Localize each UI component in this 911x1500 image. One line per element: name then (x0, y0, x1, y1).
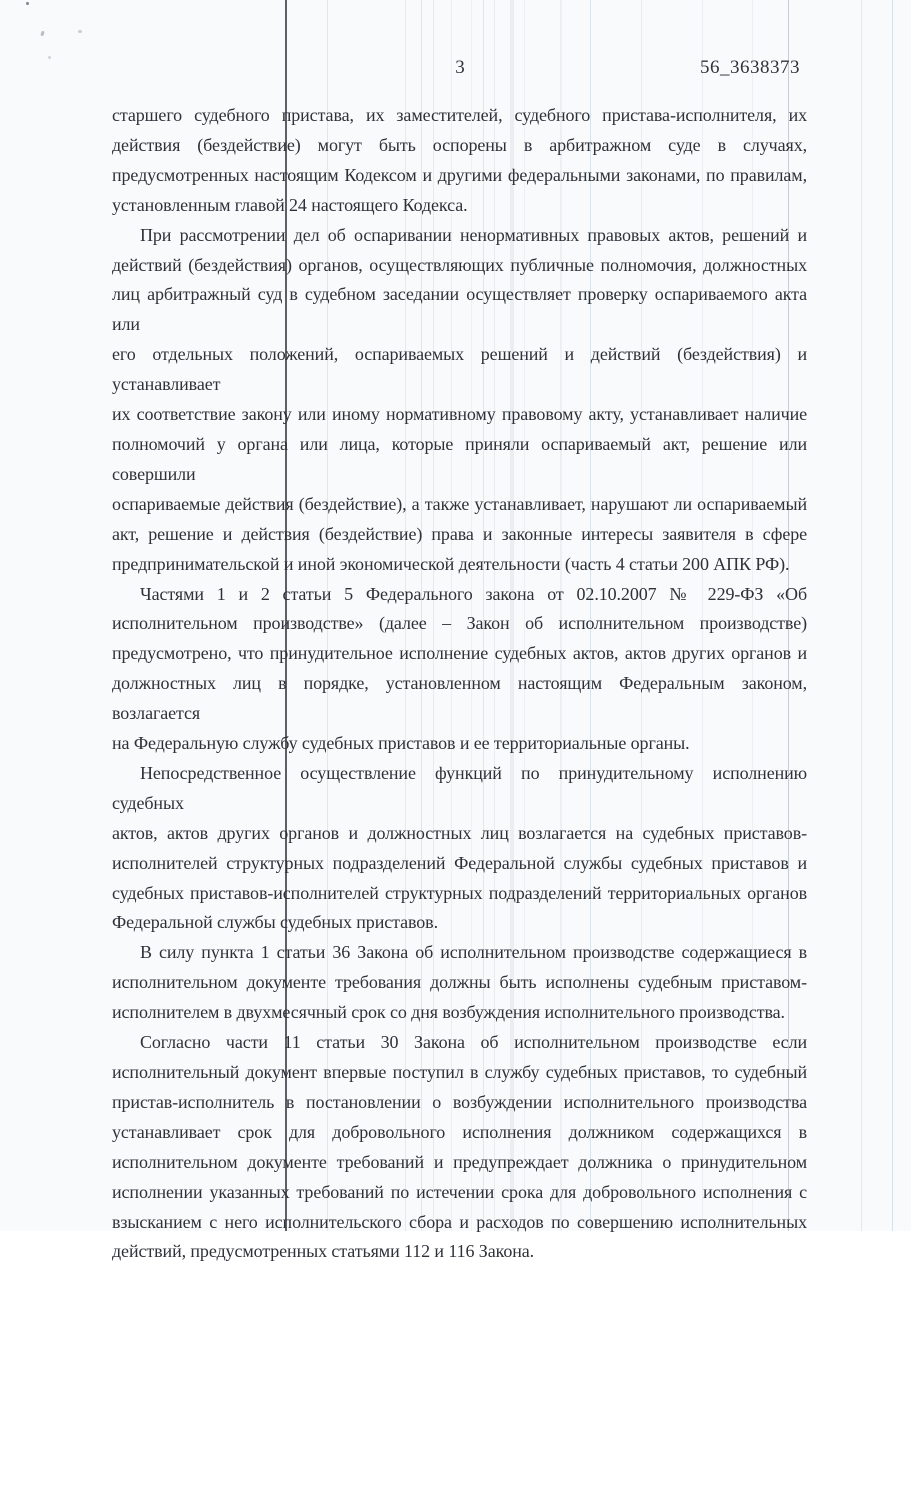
text-line: Федеральной службы судебных приставов. (112, 912, 438, 933)
scan-speck (78, 30, 82, 33)
text-line: установленным главой 24 настоящего Кодекса. (112, 194, 468, 215)
text-line: В силу пункта 1 статьи 36 Закона об исполнительном производстве содержащиеся в (140, 942, 807, 963)
text-line: Частями 1 и 2 статьи 5 Федерального закона от 02.10.2007 № 229-ФЗ «Об (140, 583, 807, 604)
scan-streak (861, 0, 862, 1231)
text-line: должностных лиц в порядке, установленном настоящим Федеральным законом, возлагается (112, 673, 807, 724)
text-line: на Федеральную службу судебных приставов и ее территориальные органы. (112, 733, 690, 754)
text-line: исполнителей структурных подразделений Федеральной службы судебных приставов и (112, 852, 807, 873)
text-line: лиц арбитражный суд в судебном заседании осуществляет проверку оспариваемого акта или (112, 284, 807, 335)
text-line: действий, предусмотренных статьями 112 и 116 Закона. (112, 1241, 535, 1262)
text-line: действия (бездействие) могут быть оспорены в арбитражном суде в случаях, (112, 134, 807, 155)
text-line: предусмотренных настоящим Кодексом и другими федеральными законами, по правилам, (112, 164, 807, 185)
text-line: оспариваемые действия (бездействие), а также устанавливает, нарушают ли оспариваемый (112, 493, 807, 514)
text-line: старшего судебного пристава, их заместителей, судебного пристава-исполнителя, их (112, 105, 807, 125)
text-line: действий (бездействия) органов, осуществляющих публичные полномочия, должностных (112, 254, 807, 275)
text-line: его отдельных положений, оспариваемых решений и действий (бездействия) и устанавливает (112, 344, 807, 395)
text-line: актов, актов других органов и должностных лиц возлагается на судебных приставов- (112, 822, 807, 843)
text-line: их соответствие закону или иному нормативному правовому акту, устанавливает наличие (112, 404, 807, 425)
text-line: Согласно части 11 статьи 30 Закона об исполнительном производстве если (140, 1032, 807, 1053)
text-line: взысканием с него исполнительского сбора и расходов по совершению исполнительных (112, 1211, 807, 1232)
text-line: пристав-исполнитель в постановлении о возбуждении исполнительного производства (112, 1091, 807, 1112)
scan-streak (892, 0, 893, 1231)
text-line: Непосредственное осуществление функций по принудительному исполнению судебных (112, 762, 807, 813)
text-line: исполнительный документ впервые поступил в службу судебных приставов, то судебный (112, 1062, 807, 1082)
text-line: исполнении указанных требований по истечении срока для добровольного исполнения с (112, 1181, 807, 1202)
text-line: судебных приставов-исполнителей структурных подразделений территориальных органов (112, 882, 807, 903)
text-line: акт, решение и действия (бездействие) права и законные интересы заявителя в сфере (112, 523, 807, 544)
text-line: полномочий у органа или лица, которые приняли оспариваемый акт, решение или совершили (112, 433, 807, 484)
page-number: 3 (455, 57, 465, 78)
scan-speck (26, 2, 29, 5)
text-line: исполнительном документе требования должны быть исполнены судебным приставом- (112, 972, 807, 993)
page-header (0, 57, 911, 83)
text-line: исполнительном документе требований и предупреждает должника о принудительном (112, 1151, 807, 1172)
text-line: исполнителем в двухмесячный срок со дня возбуждения исполнительного производства. (112, 1002, 785, 1023)
text-line: исполнительном производстве» (далее – Закон об исполнительном производстве) (112, 613, 807, 634)
document-body (112, 101, 807, 1267)
text-line: предусмотрено, что принудительное исполнение судебных актов, актов других органов и (112, 643, 807, 664)
text-line: предпринимательской и иной экономической деятельности (часть 4 статьи 200 АПК РФ). (112, 553, 790, 574)
case-number: 56_3638373 (700, 57, 800, 78)
text-line: При рассмотрении дел об оспаривании ненормативных правовых актов, решений и (140, 224, 807, 245)
text-line: устанавливает срок для добровольного исполнения должником содержащихся в (112, 1121, 807, 1142)
